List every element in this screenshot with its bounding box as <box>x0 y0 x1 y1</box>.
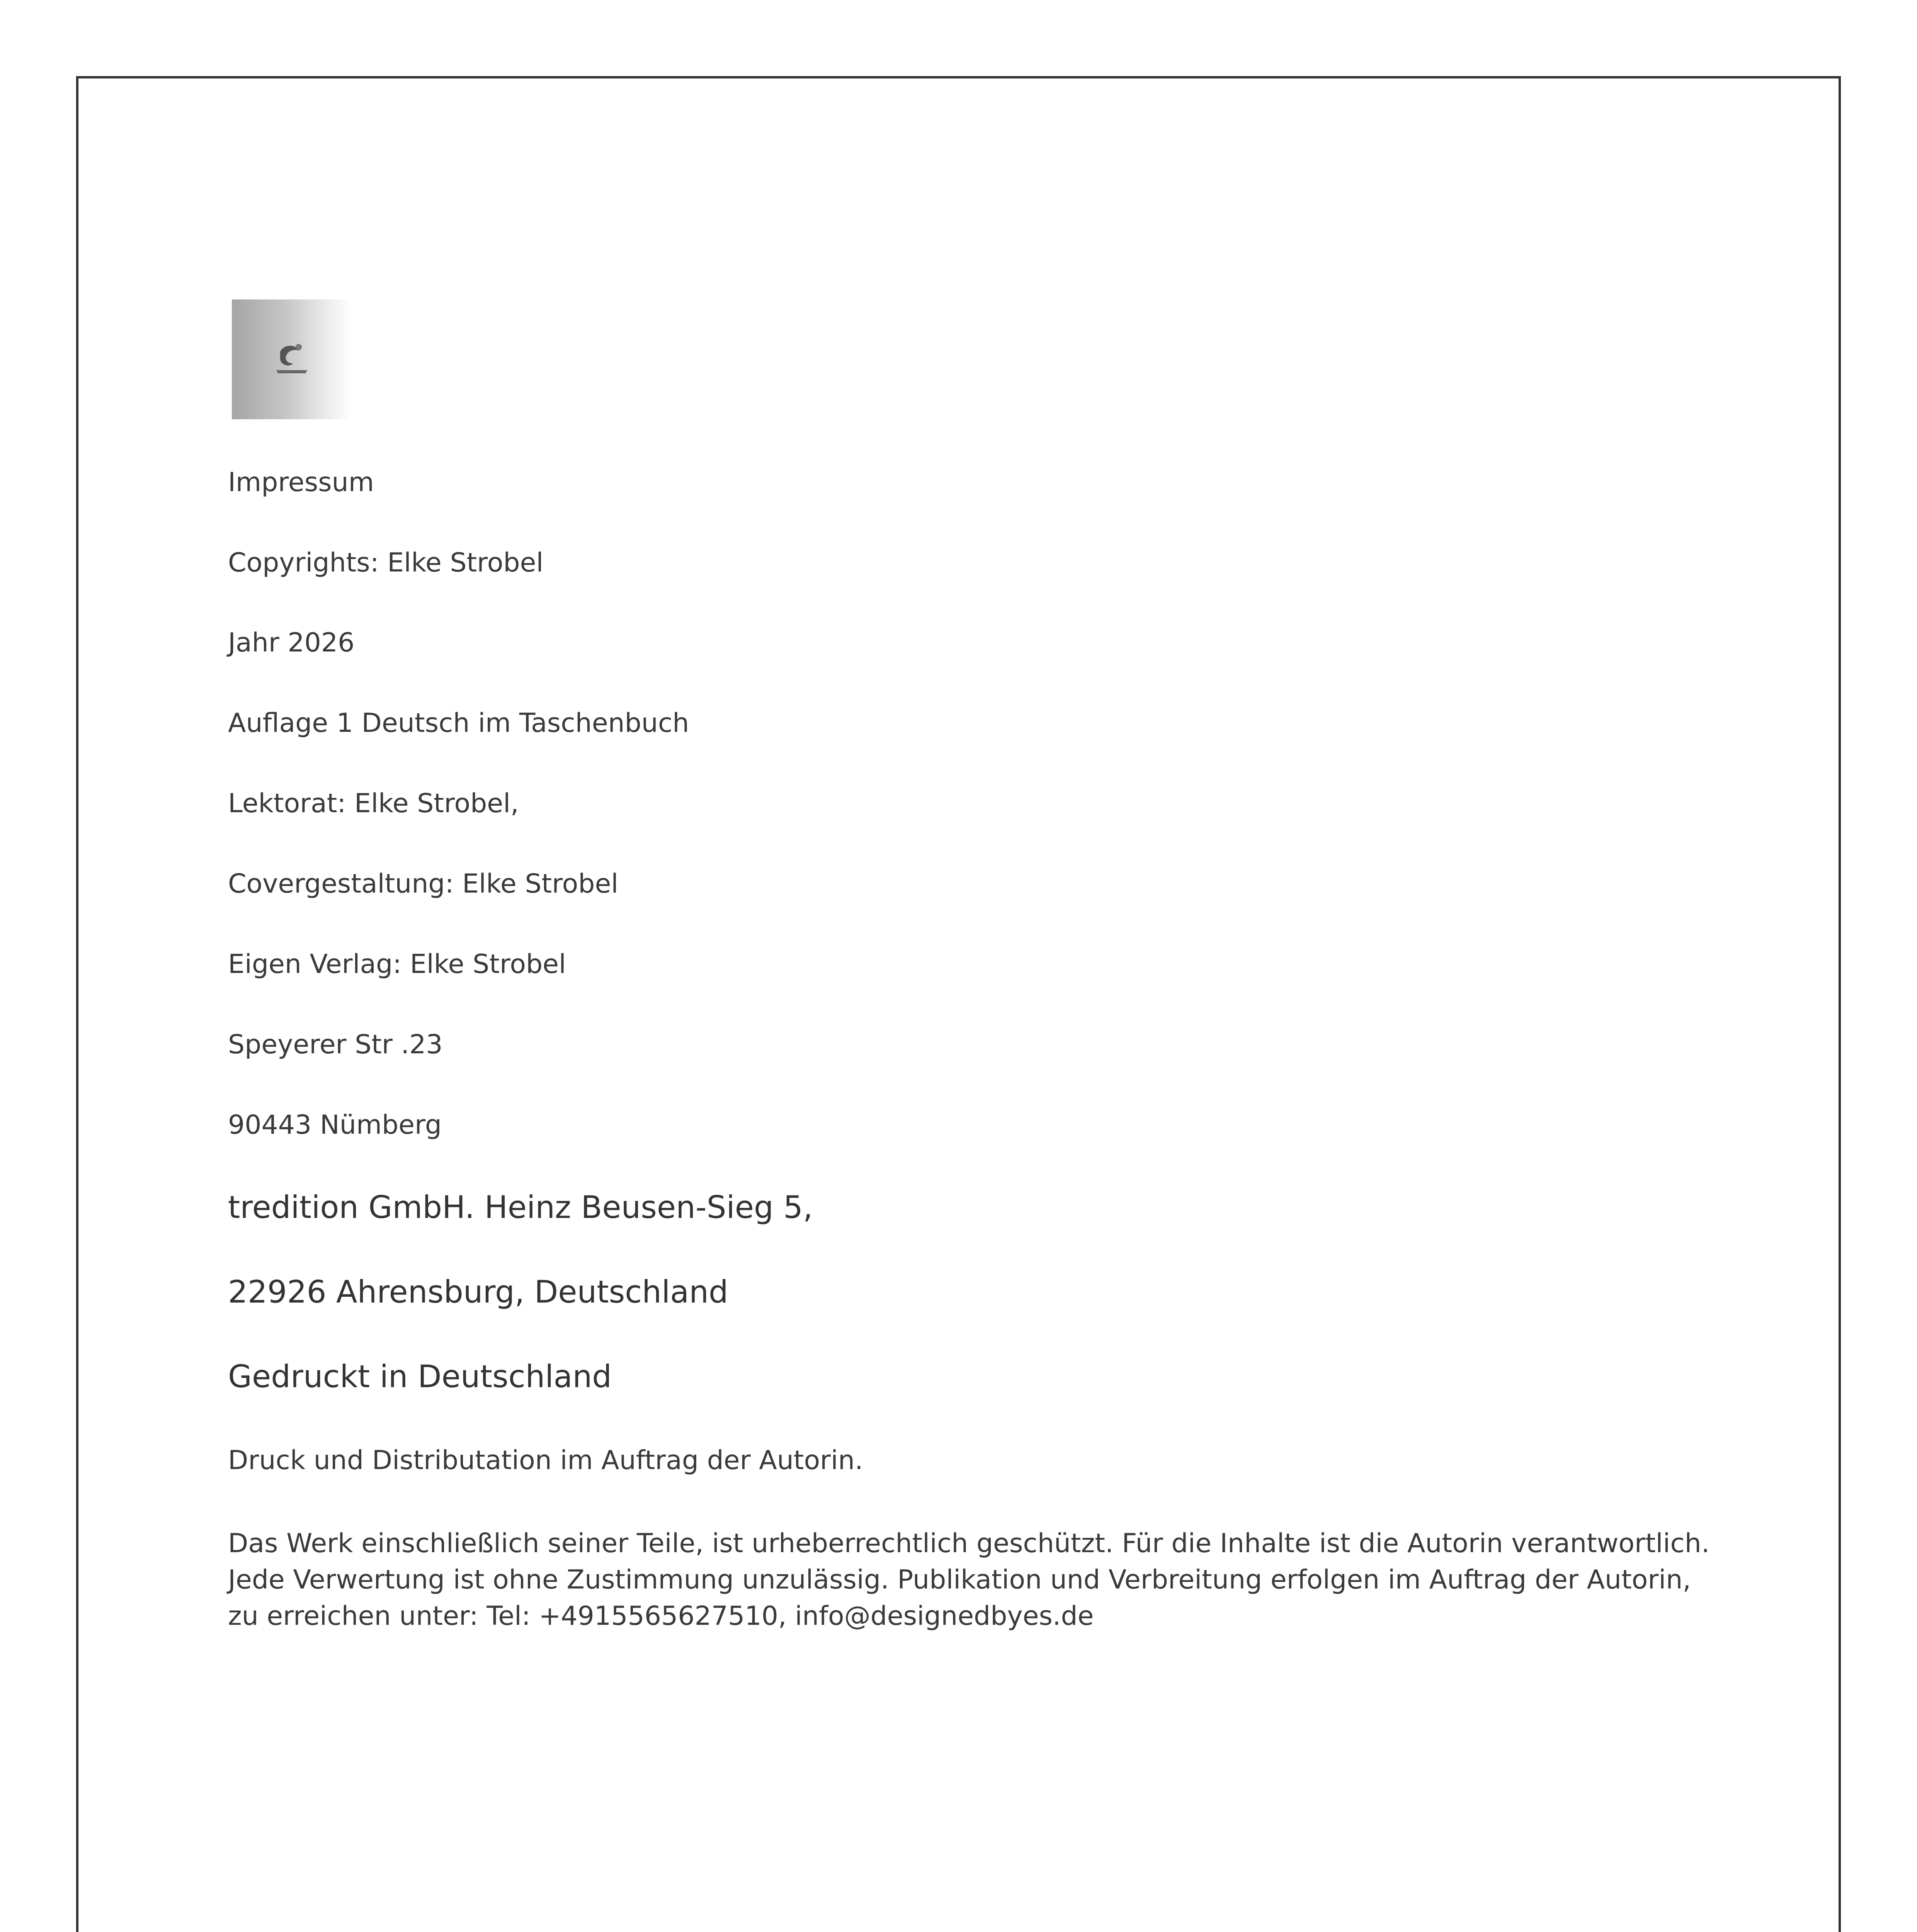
printer-address: tredition GmbH. Heinz Beusen-Sieg 5, <box>228 1189 813 1225</box>
cover-design-line: Covergestaltung: Elke Strobel <box>228 869 619 899</box>
edition-line: Auflage 1 Deutsch im Taschenbuch <box>228 708 689 738</box>
publisher-line: Eigen Verlag: Elke Strobel <box>228 949 566 980</box>
copyright-notice: Das Werk einschließlich seiner Teile, ist urheberrechtlich geschützt. Für die Inhalte ist die Autorin verantwortlich. Jede Verwertung ist ohne Zustimmung unzulässig. Publikation und Verbreitung erfolgen im Auftrag der Autorin, zu erreichen unter: Tel: +4915565627510, info@designedbyes.de <box>228 1528 1710 1631</box>
city-address: 90443 Nümberg <box>228 1110 442 1140</box>
year-line: Jahr 2026 <box>228 628 355 658</box>
publisher-logo <box>232 299 352 419</box>
printer-city: 22926 Ahrensburg, Deutschland <box>228 1274 728 1310</box>
printed-in-line: Gedruckt in Deutschland <box>228 1359 612 1395</box>
publisher-logo-icon <box>269 336 315 383</box>
distribution-line: Druck und Distributation im Auftrag der Autorin. <box>228 1445 863 1476</box>
copyright-line: Copyrights: Elke Strobel <box>228 548 544 578</box>
imprint-heading: Impressum <box>228 467 374 498</box>
editor-line: Lektorat: Elke Strobel, <box>228 788 519 819</box>
street-address: Speyerer Str .23 <box>228 1029 443 1060</box>
